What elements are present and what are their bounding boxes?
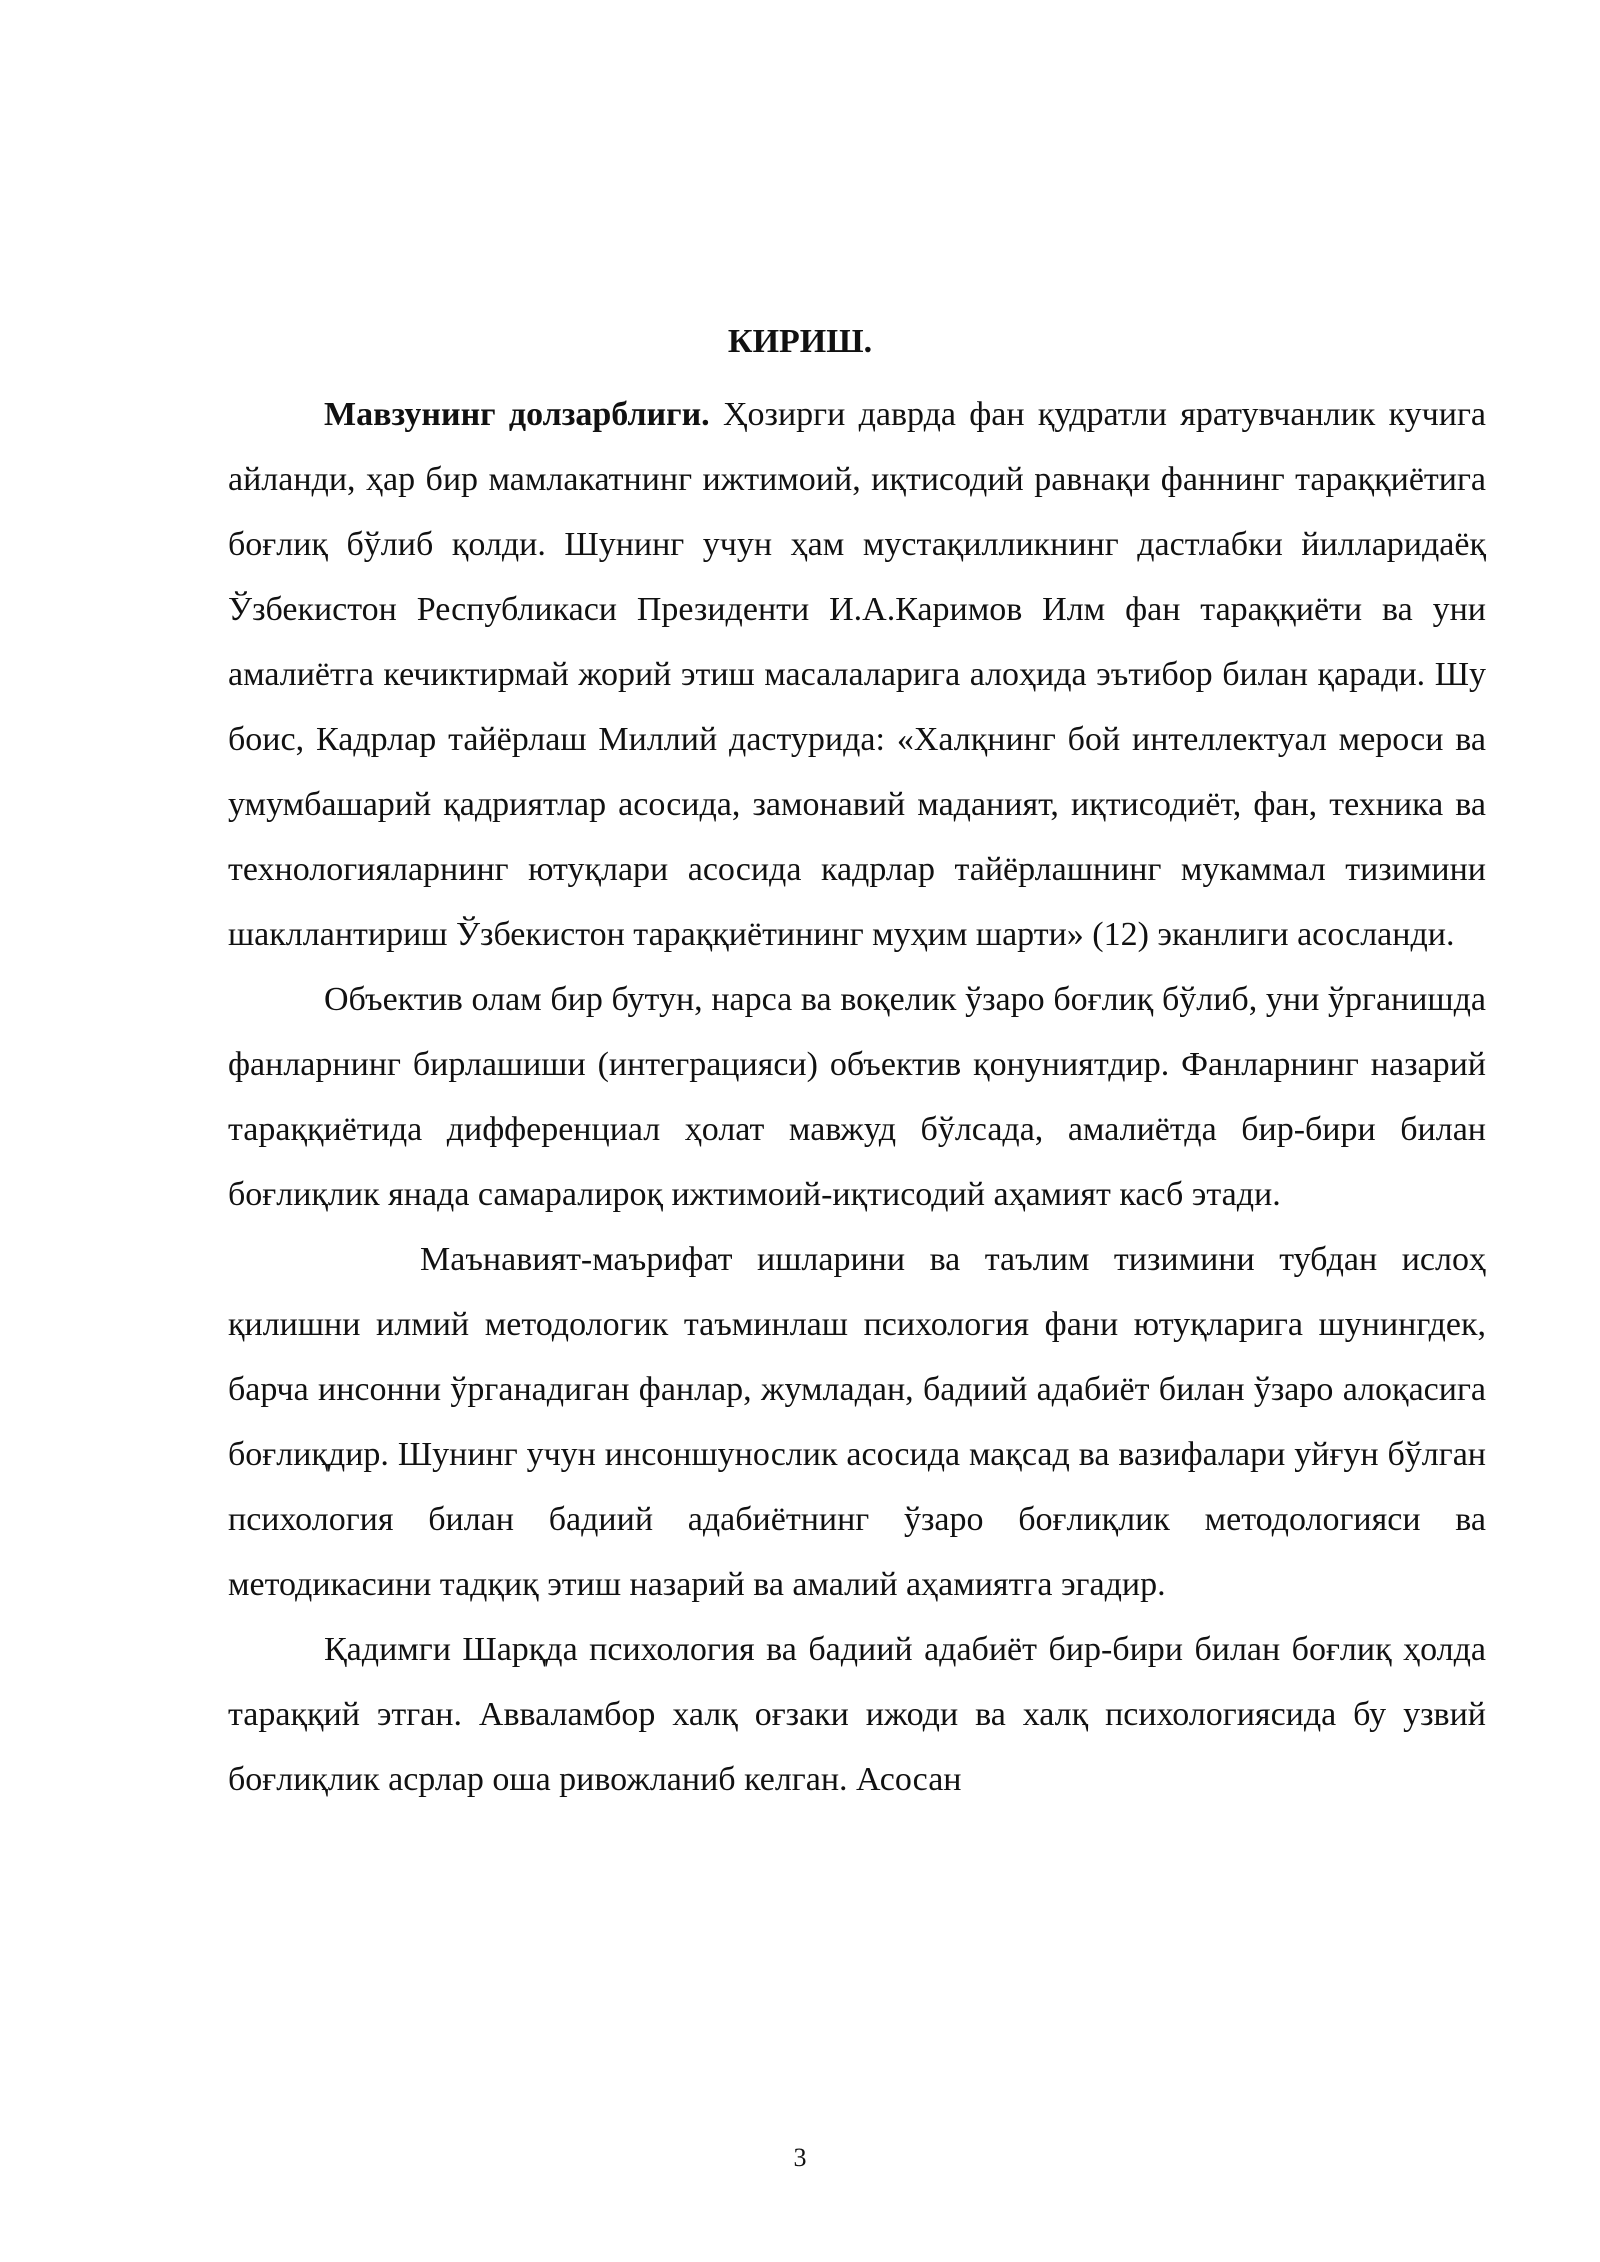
paragraph-text: Ҳозирги даврда фан қудратли яратувчанлик кучига айланди, ҳар бир мамлакатнинг ижтимоий, иқтисодий равнақи фаннинг тараққиётига боғлиқ бўлиб қолди. Шунинг учун ҳам мустақилликнинг дастлабки йилларидаёқ Ўзбекистон Республикаси Президенти И.А.Каримов Илм фан тараққиёти ва уни амалиётга кечиктирмай жорий этиш масалаларига алоҳида эътибор билан қаради. Шу боис, Кадрлар тайёрлаш Миллий дастурида: «Халқнинг бой интеллектуал мероси ва умумбашарий қадриятлар асосида, замонавий маданият, иқтисодиёт, фан, техника ва технологияларнинг ютуқлари асосида кадрлар тайёрлашнинг мукаммал тизимини шакллантириш Ўзбекистон тараққиётининг муҳим шарти» (12) эканлиги асосланди. [228, 396, 1486, 953]
document-body [228, 382, 1486, 1812]
page-number: 3 [793, 2143, 807, 2172]
paragraph-relevance [228, 382, 1486, 967]
paragraph-lead: Мавзунинг долзарблиги. [324, 396, 710, 433]
section-title: КИРИШ. [727, 323, 873, 360]
paragraph-integration: Объектив олам бир бутун, нарса ва воқелик ўзаро боғлиқ бўлиб, уни ўрганишда фанларнинг бирлашиши (интеграцияси) объектив қонуниятдир. Фанларнинг назарий тараққиётида дифференциал ҳолат мавжуд бўлсада, амалиётда бир-бири билан боғлиқлик янада самаралироқ ижтимоий-иқтисодий аҳамият касб этади. [228, 981, 1486, 1213]
paragraph-methodology: Маънавият-маърифат ишларини ва таълим тизимини тубдан ислоҳ қилишни илмий методологик таъминлаш психология фани ютуқларига шунингдек, барча инсонни ўрганадиган фанлар, жумладан, бадиий адабиёт билан ўзаро алоқасига боғлиқдир. Шунинг учун инсоншунослик асосида мақсад ва вазифалари уйғун бўлган психология билан бадиий адабиётнинг ўзаро боғлиқлик методологияси ва методикасини тадқиқ этиш назарий ва амалий аҳамиятга эгадир. [228, 1241, 1486, 1603]
paragraph-ancient-east: Қадимги Шарқда психология ва бадиий адабиёт бир-бири билан боғлиқ ҳолда тараққий этган. Авваламбор халқ оғзаки ижоди ва халқ психологиясида бу узвий боғлиқлик асрлар оша ривожланиб келган. Асосан [228, 1631, 1486, 1798]
